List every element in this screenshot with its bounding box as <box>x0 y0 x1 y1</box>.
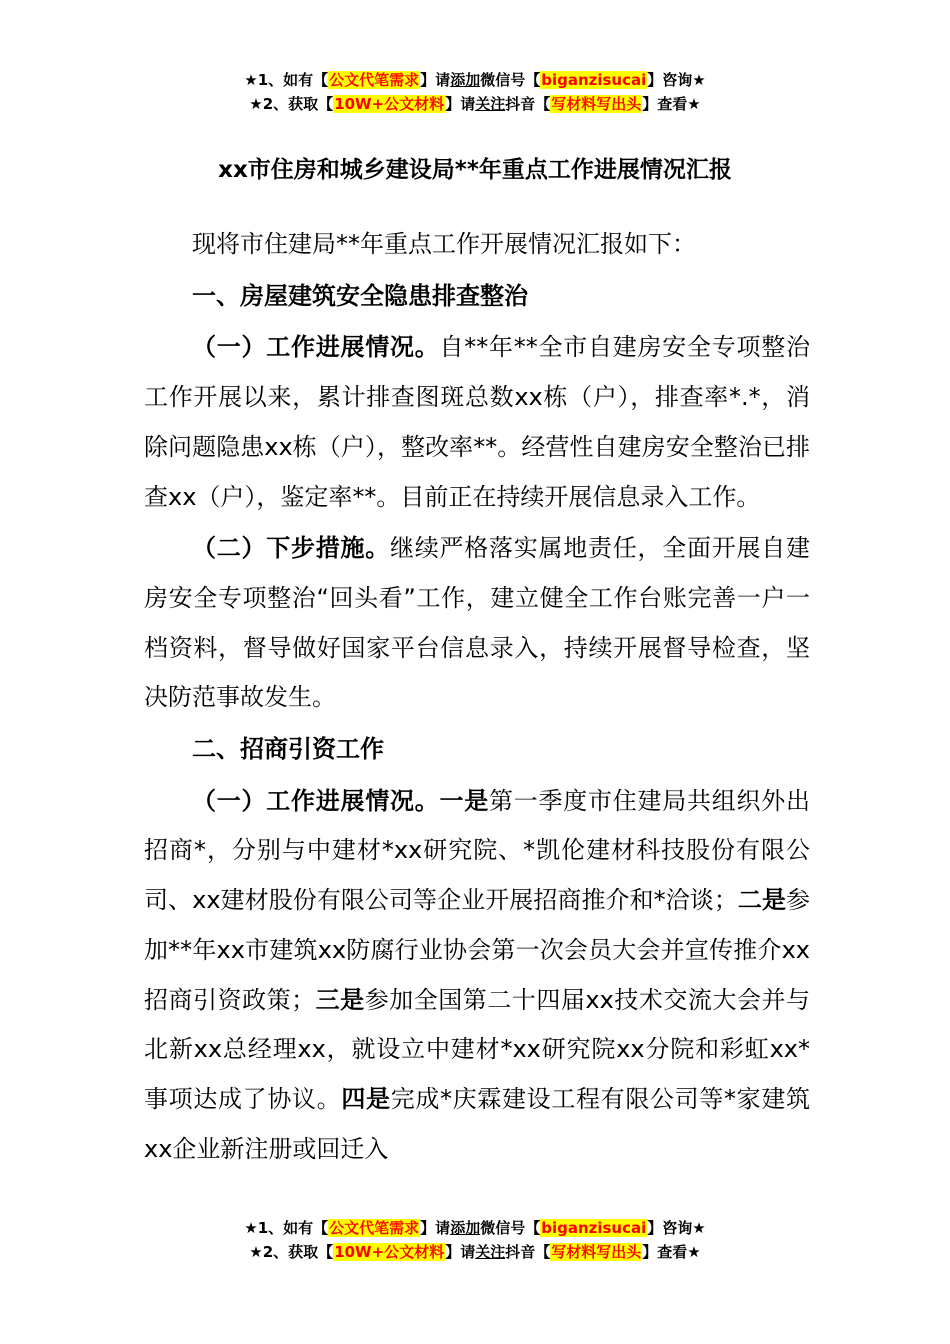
promo-line-2 <box>0 92 950 116</box>
paragraph-text: 参加**年xx市建筑xx防腐行业协会第一次会员大会并宣传推介xx招商引资政策； <box>144 886 811 1014</box>
promo-text: 抖音【 <box>505 1243 551 1261</box>
paragraph-lead: （二）下步措施。 <box>192 534 390 563</box>
promo-text: 微信号【 <box>480 1219 541 1237</box>
promo-text: 】请 <box>445 95 476 113</box>
promo-text: ★1、如有【 <box>244 1219 329 1237</box>
promo-text: 】请 <box>445 1243 476 1261</box>
intro-paragraph: 现将市住建局**年重点工作开展情况汇报如下： <box>192 230 696 258</box>
paragraph-text: 完成*庆霖建设工程有限公司等*家建筑xx企业新注册或回迁入 <box>144 1084 811 1163</box>
promo-highlight: 写材料写出头 <box>551 1243 642 1261</box>
promo-text: 】请 <box>420 1219 451 1237</box>
promo-text: 】咨询★ <box>647 1219 706 1237</box>
promo-highlight: biganzisucai <box>541 1219 647 1237</box>
document-title: xx市住房和城乡建设局**年重点工作进展情况汇报 <box>218 157 732 183</box>
promo-text: 抖音【 <box>505 95 551 113</box>
promo-text: 】咨询★ <box>647 71 706 89</box>
promo-banner-bottom <box>0 1216 950 1264</box>
section-2-paragraph-1 <box>144 777 810 1175</box>
promo-line-2 <box>0 1240 950 1264</box>
enum-marker: 二是 <box>737 886 787 915</box>
promo-text: 】请 <box>420 71 451 89</box>
paragraph-lead: （一）工作进展情况。 <box>192 786 440 815</box>
promo-underline: 添加 <box>450 1219 481 1237</box>
paragraph-text: 继续严格落实属地责任，全面开展自建房安全专项整治“回头看”工作，建立健全工作台账完善一户一档资料，督导做好国家平台信息录入，持续开展督导检查，坚决防范事故发生。 <box>144 534 810 712</box>
section-1-heading: 一、房屋建筑安全隐患排查整治 <box>192 281 528 310</box>
promo-underline: 添加 <box>450 71 481 89</box>
enum-marker: 一是 <box>439 786 489 815</box>
enum-marker: 四是 <box>341 1084 391 1113</box>
promo-text: ★2、获取【 <box>249 95 334 113</box>
paragraph-text: 自**年**全市自建房安全专项整治工作开展以来，累计排查图斑总数xx栋（户），排查率*.*，消除问题隐患xx栋（户），整改率**。经营性自建房安全整治已排查xx（户），鉴定率**。目前正在持续开展信息录入工作。 <box>144 333 810 511</box>
promo-highlight: biganzisucai <box>541 71 647 89</box>
promo-text: 】查看★ <box>642 1243 701 1261</box>
promo-text: ★1、如有【 <box>244 71 329 89</box>
paragraph-lead: （一）工作进展情况。 <box>192 333 440 362</box>
section-1-paragraph-2 <box>144 524 810 723</box>
promo-banner-top <box>0 68 950 116</box>
promo-highlight: 公文代笔需求 <box>329 1219 420 1237</box>
promo-highlight: 10W+公文材料 <box>334 1243 445 1261</box>
enum-marker: 三是 <box>315 985 365 1014</box>
promo-text: 微信号【 <box>480 71 541 89</box>
promo-line-1 <box>0 1216 950 1240</box>
section-2-heading: 二、招商引资工作 <box>192 735 384 764</box>
promo-underline: 关注 <box>475 95 506 113</box>
promo-highlight: 10W+公文材料 <box>334 95 445 113</box>
promo-line-1 <box>0 68 950 92</box>
promo-text: ★2、获取【 <box>249 1243 334 1261</box>
paragraph-text: 第一季度市住建局共组织外出招商*，分别与中建材*xx研究院、*凯伦建材科技股份有限公司、xx建材股份有限公司等企业开展招商推介和*洽谈； <box>144 786 810 915</box>
promo-text: 】查看★ <box>642 95 701 113</box>
paragraph-text: 参加全国第二十四届xx技术交流大会并与北新xx总经理xx，就设立中建材*xx研究院xx分院和彩虹xx*事项达成了协议。 <box>144 985 811 1113</box>
promo-highlight: 写材料写出头 <box>551 95 642 113</box>
document-body <box>144 220 810 1174</box>
promo-highlight: 公文代笔需求 <box>329 71 420 89</box>
promo-underline: 关注 <box>475 1243 506 1261</box>
section-1-paragraph-1 <box>144 323 810 522</box>
